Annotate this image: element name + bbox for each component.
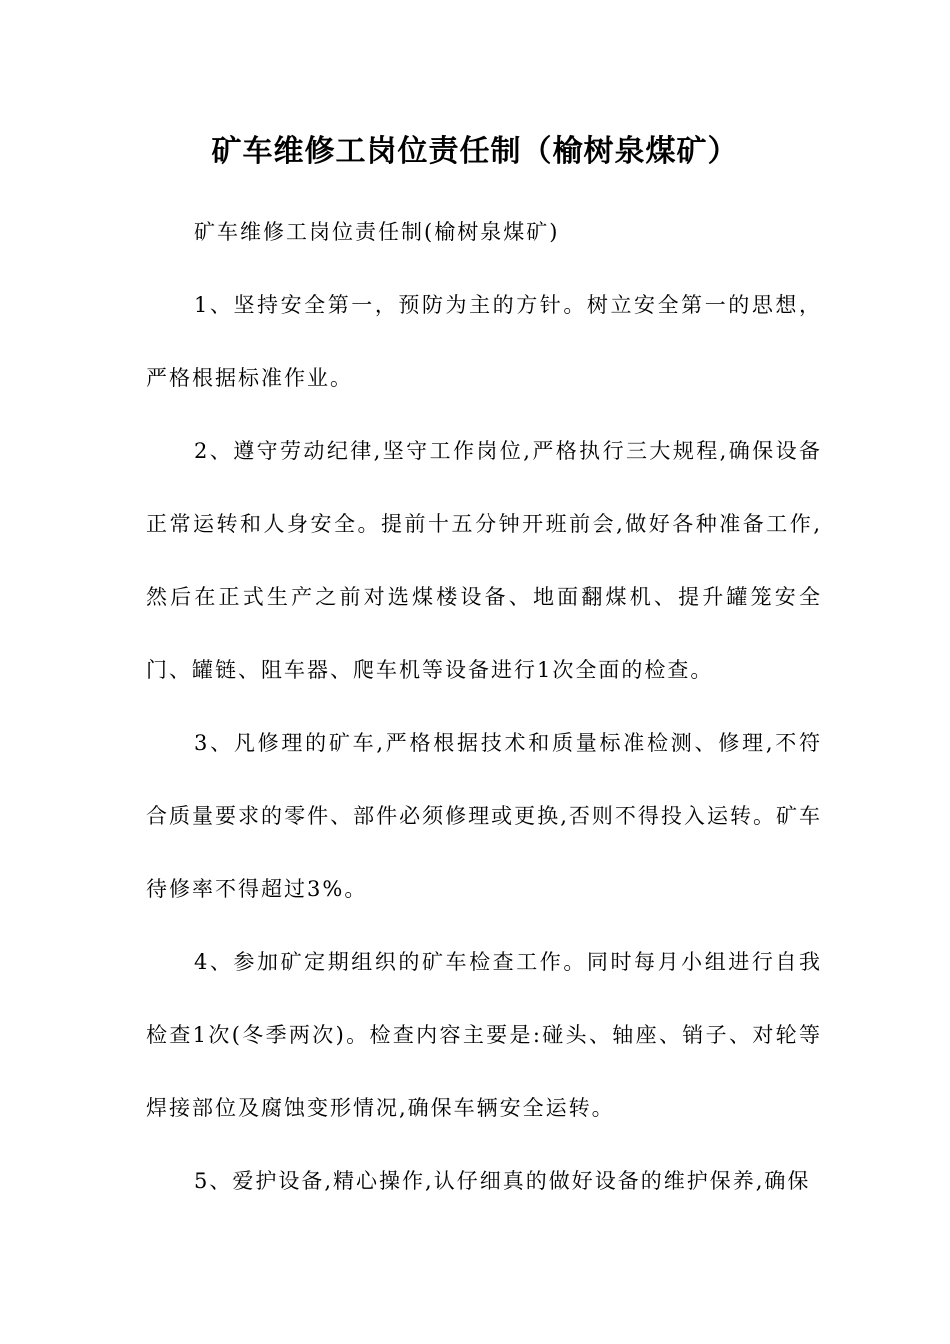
paragraph-4: 4、参加矿定期组织的矿车检查工作。同时每月小组进行自我检查1次(冬季两次)。检查内容主要是:碰头、轴座、销子、对轮等焊接部位及腐蚀变形情况,确保车辆安全运转。 — [146, 950, 822, 1120]
document-title: 矿车维修工岗位责任制（榆树泉煤矿） — [211, 134, 739, 169]
document-body — [146, 196, 822, 1218]
document-subtitle: 矿车维修工岗位责任制(榆树泉煤矿) — [194, 220, 560, 244]
paragraph-3: 3、凡修理的矿车,严格根据技术和质量标准检测、修理,不符合质量要求的零件、部件必须修理或更换,否则不得投入运转。矿车待修率不得超过3%。 — [146, 731, 822, 901]
paragraph-1: 1、坚持安全第一，预防为主的方针。树立安全第一的思想，严格根据标准作业。 — [146, 293, 822, 390]
paragraph-5: 5、爱护设备,精心操作,认仔细真的做好设备的维护保养,确保 — [194, 1169, 811, 1193]
paragraph-2: 2、遵守劳动纪律,坚守工作岗位,严格执行三大规程,确保设备正常运转和人身安全。提前十五分钟开班前会,做好各种准备工作,然后在正式生产之前对选煤楼设备、地面翻煤机、提升罐笼安全门、罐链、阻车器、爬车机等设备进行1次全面的检查。 — [146, 439, 822, 682]
